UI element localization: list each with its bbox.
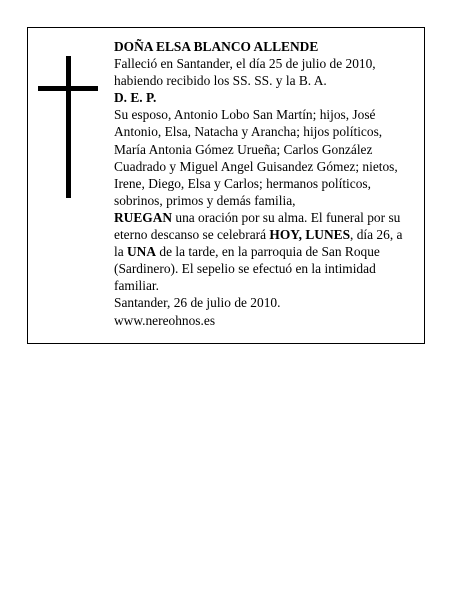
cross-vertical-bar xyxy=(66,56,71,198)
ruegan-word: RUEGAN xyxy=(114,209,173,225)
place-date: Santander, 26 de julio de 2010. xyxy=(114,295,281,311)
funeral-paragraph xyxy=(114,209,414,294)
obituary-notice xyxy=(27,27,425,344)
rip-line: D. E. P. xyxy=(114,90,157,106)
funeral-text-3: de la tarde, en la parroquia de San Roque (Sardinero). El sepelio se efectuó en la intimidad familiar. xyxy=(114,244,380,294)
deceased-name: DOÑA ELSA BLANCO ALLENDE xyxy=(114,39,319,54)
notice-text xyxy=(114,38,414,329)
family-list: Su esposo, Antonio Lobo San Martín; hijos, José Antonio, Elsa, Natacha y Arancha; hijos políticos, María Antonia Gómez Urueña; Carlos González Cuadrado y Miguel Angel Guisandez Gómez; nietos, Irene, Diego, Elsa y Carlos; hermanos políticos, sobrinos, primos y demás familia, xyxy=(114,107,398,208)
funeral-day: HOY, LUNES xyxy=(269,227,351,243)
funeral-text-2: , día 26, a la xyxy=(114,227,403,260)
website: www.nereohnos.es xyxy=(114,312,216,328)
cross-horizontal-bar xyxy=(38,86,98,91)
funeral-text-1: una oración por su alma. El funeral por su eterno descanso se celebrará xyxy=(114,209,401,243)
death-line: Falleció en Santander, el día 25 de julio de 2010, habiendo recibido los SS. SS. y la B. A. xyxy=(114,56,376,89)
funeral-hour: UNA xyxy=(127,244,157,260)
